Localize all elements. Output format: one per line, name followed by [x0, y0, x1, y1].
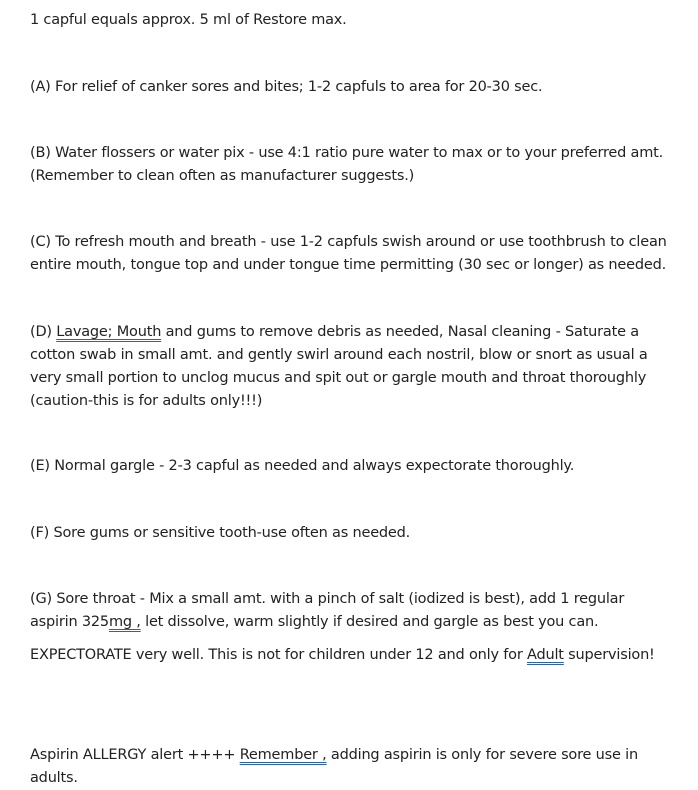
grammar-flag[interactable]: Lavage; Mouth [56, 324, 162, 340]
paragraph-d-prefix: (D) [30, 324, 57, 340]
paragraph-b: (B) Water flossers or water pix - use 4:1 ratio pure water to max or to your preferred amt. (Remember to clean often as manufacturer suggests.) [30, 145, 664, 184]
grammar-flag[interactable]: mg , [108, 614, 141, 630]
paragraph-d [30, 321, 670, 413]
paragraph-c: (C) To refresh mouth and breath - use 1-2 capfuls swish around or use toothbrush to clean entire mouth, tongue top and under tongue time permitting (30 sec or longer) as needed. [30, 234, 667, 273]
grammar-flag[interactable]: Adult [526, 647, 564, 663]
paragraph-g-text: let dissolve, warm slightly if desired and gargle as best you can. [140, 614, 599, 630]
expectorate-prefix: EXPECTORATE very well. This is not for children under 12 and only for [30, 647, 527, 663]
paragraph-a: (A) For relief of canker sores and bites; 1-2 capfuls to area for 20-30 sec. [30, 79, 543, 95]
allergy-text: adding aspirin is only for severe sore use in adults. [30, 747, 638, 786]
expectorate-paragraph [30, 644, 670, 667]
intro-paragraph: 1 capful equals approx. 5 ml of Restore max. [30, 12, 347, 28]
paragraph-e: (E) Normal gargle - 2-3 capful as needed and always expectorate thoroughly. [30, 458, 575, 474]
allergy-alert-paragraph [30, 744, 670, 790]
allergy-prefix: Aspirin ALLERGY alert ++++ [30, 747, 240, 763]
paragraph-g-prefix: (G) Sore throat - Mix a small amt. with a pinch of salt (iodized is best), add 1 regular aspirin 325 [30, 591, 625, 630]
grammar-flag[interactable]: Remember , [239, 747, 327, 763]
paragraph-f: (F) Sore gums or sensitive tooth-use often as needed. [30, 525, 411, 541]
paragraph-d-text: and gums to remove debris as needed, Nasal cleaning - Saturate a cotton swab in small amt. and gently swirl around each nostril, blow or snort as usual a very small portion to unclog mucus and spit out or gargle mouth and throat thoroughly (caution-this is for adults only!!!) [30, 324, 648, 409]
expectorate-text: supervision! [563, 647, 655, 663]
paragraph-g [30, 588, 670, 634]
